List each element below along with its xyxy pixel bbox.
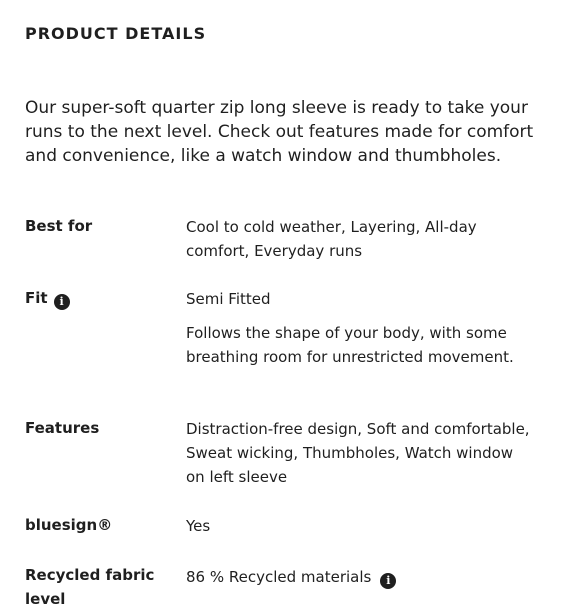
recycled-label: Recycled fabric level bbox=[25, 566, 155, 608]
features-label: Features bbox=[25, 419, 100, 437]
best-for-label: Best for bbox=[25, 217, 93, 235]
fit-row-label bbox=[25, 286, 70, 310]
fit-value: Semi Fitted bbox=[186, 290, 271, 308]
recycled-value: 86 % Recycled materials bbox=[186, 568, 372, 586]
fit-description: Follows the shape of your body, with some breathing room for unrestricted movement. bbox=[186, 324, 514, 366]
product-description: Our super-soft quarter zip long sleeve is ready to take your runs to the next level. Check out features made for comfort and convenience, like a watch window and thumbholes. bbox=[25, 98, 534, 166]
best-for-value: Cool to cold weather, Layering, All-day comfort, Everyday runs bbox=[186, 218, 477, 260]
bluesign-value: Yes bbox=[186, 517, 211, 535]
fit-label: Fit bbox=[25, 289, 48, 307]
recycled-info-icon[interactable]: i bbox=[380, 573, 396, 589]
bluesign-label: bluesign® bbox=[25, 516, 113, 534]
features-value: Distraction-free design, Soft and comfortable, Sweat wicking, Thumbholes, Watch window on left sleeve bbox=[186, 420, 530, 486]
recycled-row-value bbox=[186, 565, 536, 589]
fit-info-icon[interactable]: i bbox=[54, 294, 70, 310]
section-title: PRODUCT DETAILS bbox=[25, 24, 207, 43]
